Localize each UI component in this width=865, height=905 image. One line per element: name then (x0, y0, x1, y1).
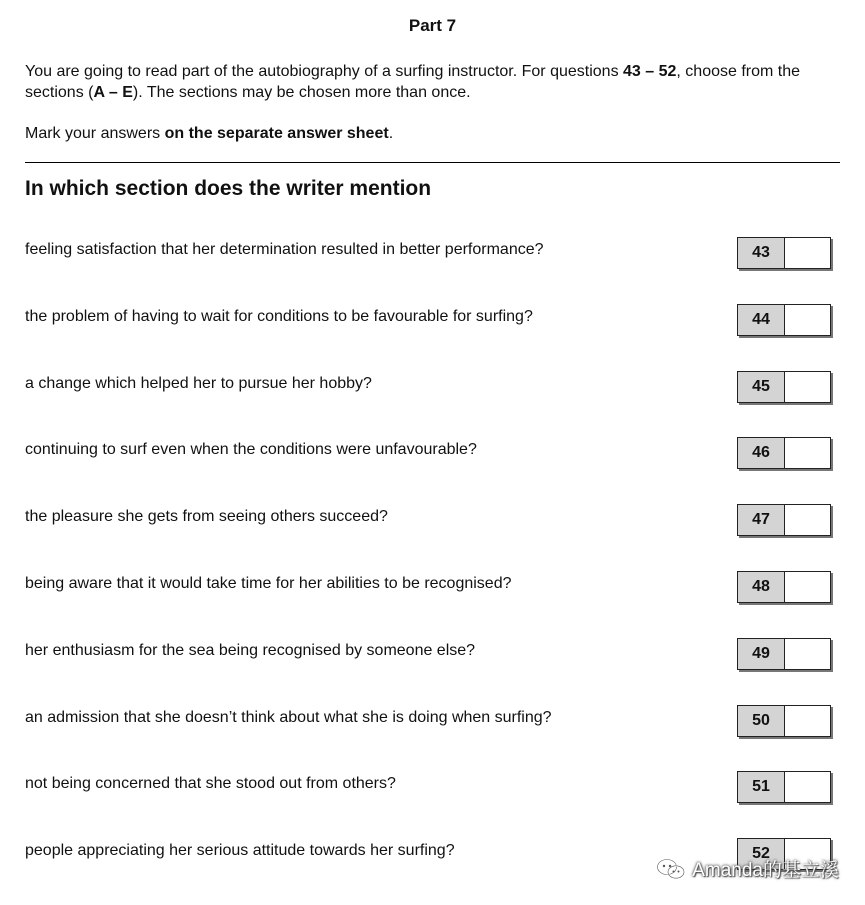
answer-box (737, 304, 831, 336)
answer-field[interactable] (785, 305, 830, 335)
question-number: 48 (738, 572, 785, 602)
watermark (656, 855, 839, 882)
intro-pre: You are going to read part of the autobiography of a surfing instructor. For questions (25, 63, 624, 80)
answer-field[interactable] (785, 505, 830, 535)
question-number: 43 (738, 238, 785, 268)
intro-mid: , choose from the sections ( (25, 63, 801, 101)
answer-field[interactable] (785, 572, 830, 602)
question-number: 44 (738, 305, 785, 335)
question-range: 43 – 52 (623, 63, 677, 80)
mark-bold: on the separate answer sheet (164, 125, 389, 142)
divider (25, 162, 840, 163)
section-heading: In which section does the writer mention (25, 177, 432, 200)
question-row (0, 626, 865, 693)
instructions (25, 61, 855, 103)
question-text: the pleasure she gets from seeing others succeed? (25, 508, 388, 526)
watermark-text: Amanda的基立溪 (692, 860, 839, 881)
question-text: an admission that she doesn’t think about what she is doing when surfing? (25, 708, 552, 726)
answer-field[interactable] (785, 438, 830, 468)
answer-field[interactable] (785, 372, 830, 402)
question-row (0, 759, 865, 826)
answer-field[interactable] (785, 706, 830, 736)
question-number: 50 (738, 706, 785, 736)
question-text: not being concerned that she stood out from others? (25, 775, 396, 793)
answer-box (737, 571, 831, 603)
mark-post: . (388, 125, 394, 142)
question-row (0, 559, 865, 626)
question-text: her enthusiasm for the sea being recognised by someone else? (25, 641, 476, 659)
question-text: being aware that it would take time for her abilities to be recognised? (25, 574, 512, 592)
question-row (0, 292, 865, 359)
question-row (0, 225, 865, 292)
intro-post: ). The sections may be chosen more than once. (132, 84, 471, 101)
part-title: Part 7 (408, 16, 457, 35)
answer-box (737, 237, 831, 269)
mark-instructions (25, 123, 393, 144)
answer-box (737, 504, 831, 536)
question-row (0, 359, 865, 426)
question-number: 49 (738, 639, 785, 669)
question-number: 45 (738, 372, 785, 402)
answer-field[interactable] (785, 772, 830, 802)
question-text: the problem of having to wait for conditions to be favourable for surfing? (25, 307, 533, 325)
answer-box (737, 771, 831, 803)
section-range: A – E (93, 84, 133, 101)
intro-text (25, 61, 855, 103)
question-number: 46 (738, 438, 785, 468)
question-text: feeling satisfaction that her determination resulted in better performance? (25, 241, 544, 258)
answer-box (737, 705, 831, 737)
question-row (0, 492, 865, 559)
question-number: 47 (738, 505, 785, 535)
question-text: people appreciating her serious attitude towards her surfing? (25, 842, 455, 860)
question-row (0, 425, 865, 492)
answer-box (737, 437, 831, 469)
wechat-icon (656, 858, 686, 880)
question-list (0, 225, 865, 893)
mark-pre: Mark your answers (25, 125, 165, 142)
answer-field[interactable] (785, 639, 830, 669)
answer-box (737, 371, 831, 403)
answer-field[interactable] (785, 238, 830, 268)
question-row (0, 693, 865, 760)
question-text: continuing to surf even when the conditions were unfavourable? (25, 441, 477, 459)
question-text: a change which helped her to pursue her hobby? (25, 374, 372, 392)
question-number: 52 (738, 839, 785, 869)
answer-box (737, 638, 831, 670)
question-number: 51 (738, 772, 785, 802)
